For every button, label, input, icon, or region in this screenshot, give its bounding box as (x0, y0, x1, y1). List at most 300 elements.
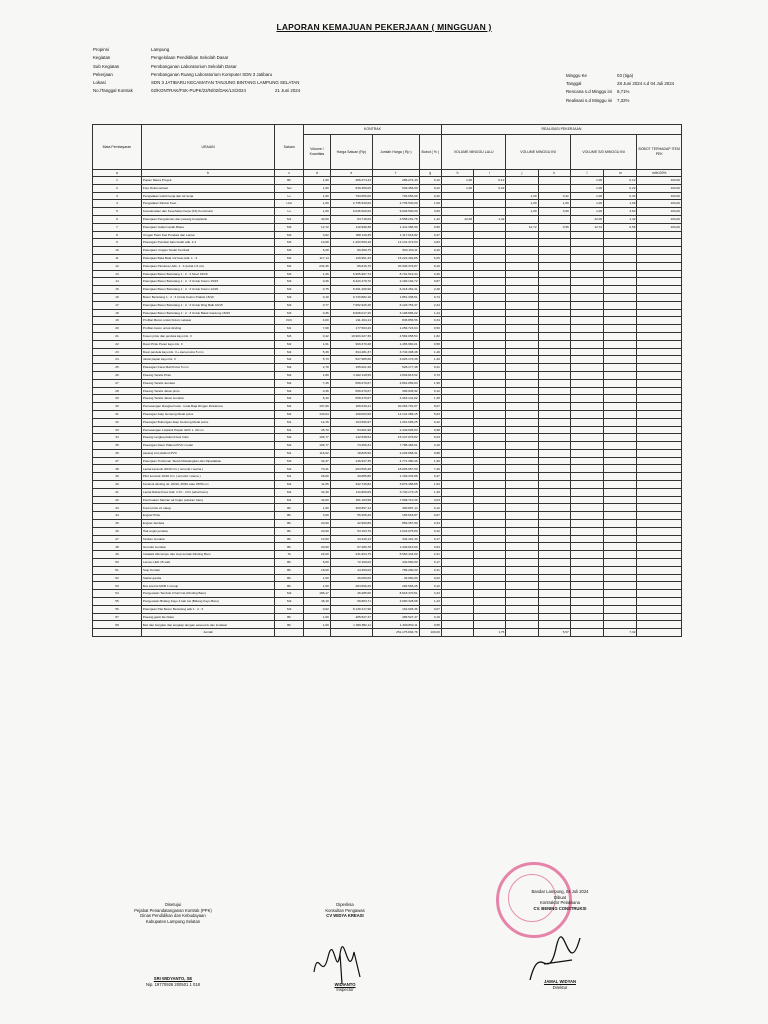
row-volume: 117,14 (304, 254, 331, 262)
table-row (93, 574, 682, 582)
row-no: 21 (93, 332, 142, 340)
row-no: 17 (93, 301, 142, 309)
row-unit: Bh (275, 535, 304, 543)
row-amount: 6.123.753,37 (372, 301, 419, 309)
row-last-weight (474, 379, 506, 387)
row-amount: 306.945,92 (372, 387, 419, 395)
table-row (93, 543, 682, 551)
row-this-weight: 3,60 (538, 208, 570, 216)
sig-con-name: JAMAL WIDYAN (543, 979, 577, 984)
total-this-week: 5,57 (538, 629, 570, 637)
row-todate-weight (604, 442, 637, 450)
row-unit: Bh (275, 574, 304, 582)
row-this-weight (538, 371, 570, 379)
row-item-weight (637, 371, 682, 379)
row-this-weight (538, 356, 570, 364)
row-item-weight (637, 551, 682, 559)
row-this-weight (538, 473, 570, 481)
row-amount: 2.735.540,00 (372, 200, 419, 208)
row-unit: M2 (275, 442, 304, 450)
row-todate-weight (604, 426, 637, 434)
row-volume: 12,72 (304, 223, 331, 231)
row-item-weight (637, 512, 682, 520)
row-todate-volume (570, 598, 603, 606)
total-spacer (93, 629, 142, 637)
row-last-volume (441, 551, 473, 559)
row-this-volume (506, 527, 538, 535)
row-todate-volume: 1,00 (570, 184, 603, 192)
row-last-weight (474, 356, 506, 364)
row-amount: 3.743.308,48 (372, 348, 419, 356)
row-description: Kunci pintu 2x slaag (141, 504, 274, 512)
row-unit-price: 694.481,37 (330, 348, 372, 356)
row-todate-weight (604, 278, 637, 286)
row-description: Pasang rangka plafond besi hollo (141, 434, 274, 442)
row-amount: 18.605.957,50 (372, 465, 419, 473)
row-this-volume: 12,72 (506, 223, 538, 231)
row-amount: 5.560.434,00 (372, 551, 419, 559)
row-weight: 0,73 (419, 371, 441, 379)
row-this-volume (506, 184, 538, 192)
row-unit: M3 (275, 278, 304, 286)
row-this-weight (538, 418, 570, 426)
table-row (93, 215, 682, 223)
row-last-volume (441, 473, 473, 481)
row-item-weight (637, 301, 682, 309)
row-todate-weight (604, 356, 637, 364)
row-todate-volume (570, 270, 603, 278)
row-todate-weight (604, 239, 637, 247)
row-last-volume (441, 395, 473, 403)
row-unit: M3 (275, 270, 304, 278)
row-weight: 6,03 (419, 434, 441, 442)
row-unit: M1 (275, 496, 304, 504)
row-todate-weight (604, 473, 637, 481)
letter-cell: f (372, 170, 419, 177)
row-volume: 70,31 (304, 465, 331, 473)
row-this-weight (538, 231, 570, 239)
row-todate-volume: 1,00 (570, 200, 603, 208)
row-description: Pekerjaan Pengukuran dan pasang bouwplank (141, 215, 274, 223)
row-weight: 0,87 (419, 278, 441, 286)
row-this-volume (506, 348, 538, 356)
row-weight: 3,43 (419, 590, 441, 598)
row-unit-price: 46.285,60 (330, 590, 372, 598)
row-last-volume (441, 512, 473, 520)
row-amount: 3.090.328,98 (372, 598, 419, 606)
row-item-weight (637, 535, 682, 543)
row-this-weight (538, 387, 570, 395)
row-description: Lampu LED 15 watt (141, 559, 274, 567)
table-row (93, 605, 682, 613)
row-volume: 116,62 (304, 449, 331, 457)
row-this-volume (506, 364, 538, 372)
row-description: Stop Kontak (141, 566, 274, 574)
row-amount: 1.043.075,80 (372, 527, 419, 535)
row-amount: 15.222.402,85 (372, 254, 419, 262)
row-weight: 0,07 (419, 605, 441, 613)
rmeta-plan: Rencana s.d Minggu ini 8,71% (566, 89, 630, 95)
row-item-weight (637, 559, 682, 567)
row-weight: 8,07 (419, 403, 441, 411)
row-description: Lantai keramik 40/40 Cm ( termolit / warna ) (141, 465, 274, 473)
row-description: Pasangan Bubungan Atap Genteng Metal polos (141, 418, 274, 426)
row-no: 34 (93, 434, 142, 442)
row-this-volume (506, 418, 538, 426)
row-this-volume (506, 449, 538, 457)
row-todate-weight (604, 247, 637, 255)
row-volume: 1,00 (304, 184, 331, 192)
row-weight: 0,19 (419, 613, 441, 621)
row-volume: 4,00 (304, 317, 331, 325)
row-todate-volume (570, 247, 603, 255)
row-weight: 8,10 (419, 262, 441, 270)
col-header-item-weight: BOBOT TERHADAP ITEM PEK (637, 135, 682, 170)
row-amount: 1.839.813,52 (372, 371, 419, 379)
row-todate-volume (570, 457, 603, 465)
row-volume: 1,00 (304, 192, 331, 200)
row-todate-weight (604, 574, 637, 582)
row-last-weight (474, 465, 506, 473)
row-weight: 3,03 (419, 496, 441, 504)
row-unit-price: 142.538,54 (330, 434, 372, 442)
row-this-volume (506, 590, 538, 598)
row-this-weight (538, 215, 570, 223)
row-last-weight (474, 364, 506, 372)
row-unit: M1 (275, 325, 304, 333)
row-this-weight (538, 340, 570, 348)
row-unit-price: 108.003,56 (330, 410, 372, 418)
row-no: 27 (93, 379, 142, 387)
table-row (93, 410, 682, 418)
row-last-weight (474, 332, 506, 340)
row-unit-price: 549.456,00 (330, 184, 372, 192)
row-volume: 1,26 (304, 270, 331, 278)
row-volume: 18,00 (304, 566, 331, 574)
row-description: Daun jendela kayu kls. II + kaca polos 5 mm (141, 348, 274, 356)
row-weight: 1,38 (419, 395, 441, 403)
col-header-satuan: Satuan (275, 125, 304, 170)
total-last-week: 1,75 (474, 629, 506, 637)
row-last-weight (474, 418, 506, 426)
row-amount: 3.740.173,15 (372, 488, 419, 496)
row-description: Pekerjaan Urugan Tanah Kembali (141, 247, 274, 255)
row-last-volume (441, 293, 473, 301)
row-todate-weight (604, 387, 637, 395)
rmeta-date: Tanggal 28 Juni 2024 s.d 04 Juli 2024 (566, 81, 675, 87)
row-description: Pasangan Daun Plafond PVC model (141, 442, 274, 450)
row-volume: 42,00 (304, 215, 331, 223)
row-last-weight (474, 262, 506, 270)
row-description: Pembuatan Saluran air hujan (saluran baru) (141, 496, 274, 504)
table-row (93, 621, 682, 629)
row-item-weight (637, 387, 682, 395)
row-item-weight (637, 379, 682, 387)
row-unit: M3 (275, 301, 304, 309)
row-weight: 0,02 (419, 574, 441, 582)
row-item-weight: 100,00 (637, 184, 682, 192)
row-todate-weight: 0,12 (604, 177, 637, 185)
row-unit: M2 (275, 340, 304, 348)
row-no: 47 (93, 535, 142, 543)
row-todate-volume (570, 262, 603, 270)
row-item-weight (637, 231, 682, 239)
row-unit-price: 9.046.500,00 (330, 208, 372, 216)
row-todate-volume: 1,00 (570, 192, 603, 200)
row-todate-volume: 42,00 (570, 215, 603, 223)
row-last-volume (441, 442, 473, 450)
row-this-weight (538, 527, 570, 535)
row-todate-weight (604, 418, 637, 426)
row-last-volume (441, 527, 473, 535)
row-weight: 0,50 (419, 325, 441, 333)
row-this-weight (538, 551, 570, 559)
row-weight: 1,49 (419, 348, 441, 356)
row-description: Pekerjaan Galian tanah Biasa (141, 223, 274, 231)
sig-con-role: Direktur (552, 984, 568, 990)
row-todate-volume (570, 387, 603, 395)
row-description: Pasang ganti tile hitam (141, 613, 274, 621)
row-volume: 186,17 (304, 590, 331, 598)
table-row (93, 481, 682, 489)
row-last-volume: 1,00 (441, 184, 473, 192)
total-spacer (570, 629, 603, 637)
row-description: Pasangan Kaca Mati Polos 5 mm (141, 364, 274, 372)
row-volume: 32,40 (304, 488, 331, 496)
table-row (93, 254, 682, 262)
row-amount: 432.960,00 (372, 559, 419, 567)
row-volume: 20,00 (304, 527, 331, 535)
row-this-volume (506, 504, 538, 512)
row-todate-weight (604, 605, 637, 613)
row-last-weight (474, 200, 506, 208)
row-last-weight (474, 488, 506, 496)
meta-row-activity: Kegiatan Pengelolaan Pendidikan Sekolah Dasar (93, 55, 229, 61)
row-volume: 2,70 (304, 364, 331, 372)
row-this-volume (506, 387, 538, 395)
row-todate-volume (570, 449, 603, 457)
table-row (93, 364, 682, 372)
row-last-weight (474, 527, 506, 535)
row-unit: M1 (275, 426, 304, 434)
table-row (93, 348, 682, 356)
row-last-volume (441, 364, 473, 372)
letter-cell: j (506, 170, 538, 177)
row-todate-volume (570, 348, 603, 356)
row-todate-weight (604, 582, 637, 590)
row-this-volume (506, 605, 538, 613)
row-weight: 3,60 (419, 208, 441, 216)
row-this-volume (506, 262, 538, 270)
row-todate-volume (570, 371, 603, 379)
signature-scribble-contractor (520, 930, 590, 990)
row-todate-weight (604, 270, 637, 278)
row-last-volume (441, 418, 473, 426)
row-unit-price: 6.905.967,73 (330, 270, 372, 278)
row-unit: Bh (275, 177, 304, 185)
row-item-weight (637, 621, 682, 629)
row-item-weight: 100,00 (637, 177, 682, 185)
row-item-weight (637, 418, 682, 426)
row-description: Daun Pintu Panel kayu kls. II (141, 340, 274, 348)
row-unit: M2 (275, 387, 304, 395)
row-volume: 45,70 (304, 426, 331, 434)
row-todate-volume (570, 426, 603, 434)
row-todate-weight (604, 613, 637, 621)
row-item-weight (637, 481, 682, 489)
row-weight: 0,17 (419, 535, 441, 543)
progress-table (92, 124, 682, 637)
row-last-volume (441, 605, 473, 613)
row-no: 48 (93, 543, 142, 551)
row-todate-volume (570, 278, 603, 286)
row-todate-weight (604, 512, 637, 520)
row-unit: M2 (275, 590, 304, 598)
row-unit-price: 195.621,20 (330, 364, 372, 372)
row-unit-price: 231.664,75 (330, 551, 372, 559)
row-amount: 2.203.868,31 (372, 449, 419, 457)
row-unit: M2 (275, 481, 304, 489)
row-weight: 1,90 (419, 457, 441, 465)
table-row (93, 488, 682, 496)
row-amount: 4.771.380,46 (372, 457, 419, 465)
row-volume: 3,62 (304, 231, 331, 239)
row-todate-weight (604, 543, 637, 551)
row-last-volume (441, 239, 473, 247)
row-description: Pengecatan Bidang Kayu 3 kali cat (Bidang Kayu Baru) (141, 598, 274, 606)
row-item-weight (637, 590, 682, 598)
row-no: 42 (93, 496, 142, 504)
row-this-volume (506, 231, 538, 239)
row-last-volume (441, 481, 473, 489)
row-last-volume (441, 192, 473, 200)
row-this-weight (538, 442, 570, 450)
row-no: 26 (93, 371, 142, 379)
row-this-volume (506, 496, 538, 504)
table-row (93, 527, 682, 535)
table-row (93, 278, 682, 286)
row-this-volume (506, 559, 538, 567)
row-last-volume (441, 590, 473, 598)
row-description: Box kontrol MCB 1 Group (141, 582, 274, 590)
row-volume: 42,00 (304, 496, 331, 504)
row-item-weight (637, 613, 682, 621)
row-no: 20 (93, 325, 142, 333)
table-row (93, 231, 682, 239)
row-last-volume (441, 621, 473, 629)
report-title: LAPORAN KEMAJUAN PEKERJAAN ( MINGGUAN ) (276, 22, 492, 32)
table-row (93, 449, 682, 457)
row-no: 28 (93, 387, 142, 395)
table-row (93, 535, 682, 543)
row-this-volume (506, 473, 538, 481)
letter-cell: h (441, 170, 473, 177)
row-todate-weight (604, 496, 637, 504)
row-todate-weight (604, 348, 637, 356)
row-last-volume (441, 403, 473, 411)
row-this-volume (506, 286, 538, 294)
letter-cell: m/fx100% (637, 170, 682, 177)
row-description: Urugan Pasir Kas Pondasi dan Lantai (141, 231, 274, 239)
row-last-weight (474, 559, 506, 567)
letter-cell: i (474, 170, 506, 177)
row-last-weight (474, 512, 506, 520)
row-no: 7 (93, 223, 142, 231)
table-row (93, 200, 682, 208)
row-weight: 1,54 (419, 481, 441, 489)
row-volume: 24,00 (304, 551, 331, 559)
row-amount: 1.117.018,82 (372, 231, 419, 239)
row-last-weight (474, 520, 506, 528)
row-no: 8 (93, 231, 142, 239)
row-amount: 3.108.886,22 (372, 309, 419, 317)
row-weight: 2,48 (419, 286, 441, 294)
row-description: Pasang Teralis Jendela (141, 379, 274, 387)
row-this-weight (538, 325, 570, 333)
signature-scribble-supervisor (310, 942, 370, 987)
row-no: 31 (93, 410, 142, 418)
row-this-weight (538, 504, 570, 512)
row-last-volume (441, 598, 473, 606)
row-amount: 485.527,47 (372, 613, 419, 621)
sig-sup-line2: Konsultan Pengawas (325, 907, 365, 913)
row-unit: M2 (275, 371, 304, 379)
row-this-weight (538, 278, 570, 286)
row-amount: 786.280,00 (372, 566, 419, 574)
row-last-weight (474, 317, 506, 325)
row-no: 43 (93, 504, 142, 512)
row-weight: 3,10 (419, 442, 441, 450)
row-this-volume: 1,00 (506, 208, 538, 216)
row-amount: 162.606,36 (372, 605, 419, 613)
row-weight: 0,47 (419, 231, 441, 239)
row-weight: 0,34 (419, 520, 441, 528)
row-no: 29 (93, 395, 142, 403)
row-unit: Kbh (275, 317, 304, 325)
letter-cell: d (304, 170, 331, 177)
row-last-weight: 0,22 (474, 184, 506, 192)
row-no: 11 (93, 254, 142, 262)
row-todate-weight (604, 598, 637, 606)
row-last-weight (474, 410, 506, 418)
row-last-weight (474, 590, 506, 598)
table-row (93, 442, 682, 450)
table-row (93, 434, 682, 442)
row-description: Pekerjaan Beton Bertulang 1 : 2 : 3 Untuk Kolom 12/20 (141, 286, 274, 294)
row-unit-price: 55.206,29 (330, 512, 372, 520)
row-no: 54 (93, 590, 142, 598)
row-unit: M1 (275, 418, 304, 426)
row-volume: 1,61 (304, 340, 331, 348)
row-item-weight (637, 395, 682, 403)
row-last-volume (441, 387, 473, 395)
row-last-weight (474, 621, 506, 629)
sig-sup-name: WIDIANTO (334, 981, 356, 987)
row-no: 58 (93, 621, 142, 629)
row-this-weight (538, 395, 570, 403)
row-last-weight (474, 582, 506, 590)
total-spacer (441, 629, 473, 637)
row-todate-volume (570, 551, 603, 559)
row-this-weight: 0,32 (538, 192, 570, 200)
row-amount: 845.856,56 (372, 317, 419, 325)
row-last-weight (474, 403, 506, 411)
row-volume: 0,36 (304, 309, 331, 317)
row-no: 39 (93, 473, 142, 481)
col-header-last-week: VOLUME MINGGU LALU (441, 135, 505, 170)
table-row (93, 177, 682, 185)
row-unit: M2 (275, 465, 304, 473)
